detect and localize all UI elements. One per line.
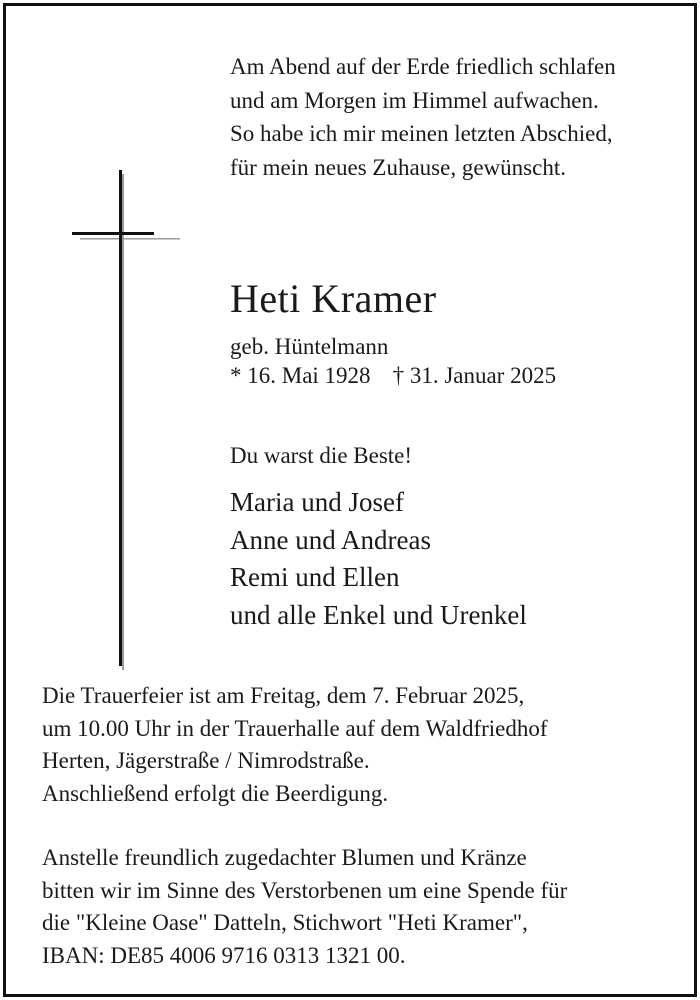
- donation-line: die "Kleine Oase" Datteln, Stichwort "Heti Kramer",: [42, 910, 528, 935]
- cross-horizontal-beam: [72, 232, 154, 235]
- donation-iban: IBAN: DE85 4006 9716 0313 1321 00.: [42, 942, 406, 968]
- funeral-details-line: Die Trauerfeier ist am Freitag, dem 7. Februar 2025,: [42, 683, 525, 708]
- death-date: † 31. Januar 2025: [392, 363, 557, 388]
- donation-line: bitten wir im Sinne des Verstorbenen um eine Spende für: [42, 877, 568, 903]
- birth-name: geb. Hüntelmann: [230, 334, 389, 359]
- donation-request: [42, 842, 567, 972]
- cross-vertical-beam: [119, 170, 122, 666]
- poem-line: Am Abend auf der Erde friedlich schlafen: [230, 54, 616, 79]
- poem-line: für mein neues Zuhause, gewünscht.: [230, 154, 566, 180]
- poem-line: und am Morgen im Himmel aufwachen.: [230, 87, 599, 113]
- poem-line: So habe ich mir meinen letzten Abschied,: [230, 121, 613, 146]
- funeral-details: [42, 680, 548, 810]
- mourner-entry: Maria und Josef: [230, 487, 404, 517]
- mourner-entry: und alle Enkel und Urenkel: [230, 599, 527, 630]
- donation-line: Anstelle freundlich zugedachter Blumen und Kränze: [42, 845, 527, 870]
- cross-icon: [70, 170, 185, 670]
- memorial-poem: [230, 50, 616, 184]
- funeral-details-line: Herten, Jägerstraße / Nimrodstraße.: [42, 748, 370, 773]
- birth-date: * 16. Mai 1928: [230, 363, 371, 388]
- cross-shadow-horizontal: [80, 238, 180, 240]
- mourner-entry: Anne und Andreas: [230, 524, 431, 555]
- tribute-line: Du warst die Beste!: [230, 443, 413, 468]
- mourners-list: [230, 484, 527, 634]
- cross-shadow-vertical: [122, 174, 124, 670]
- mourner-entry: Remi und Ellen: [230, 562, 400, 592]
- deceased-name: Heti Kramer: [230, 276, 437, 321]
- funeral-details-line: Anschließend erfolgt die Beerdigung.: [42, 780, 389, 806]
- funeral-details-line: um 10.00 Uhr in der Trauerhalle auf dem Waldfriedhof: [42, 715, 548, 741]
- life-dates: [230, 361, 556, 391]
